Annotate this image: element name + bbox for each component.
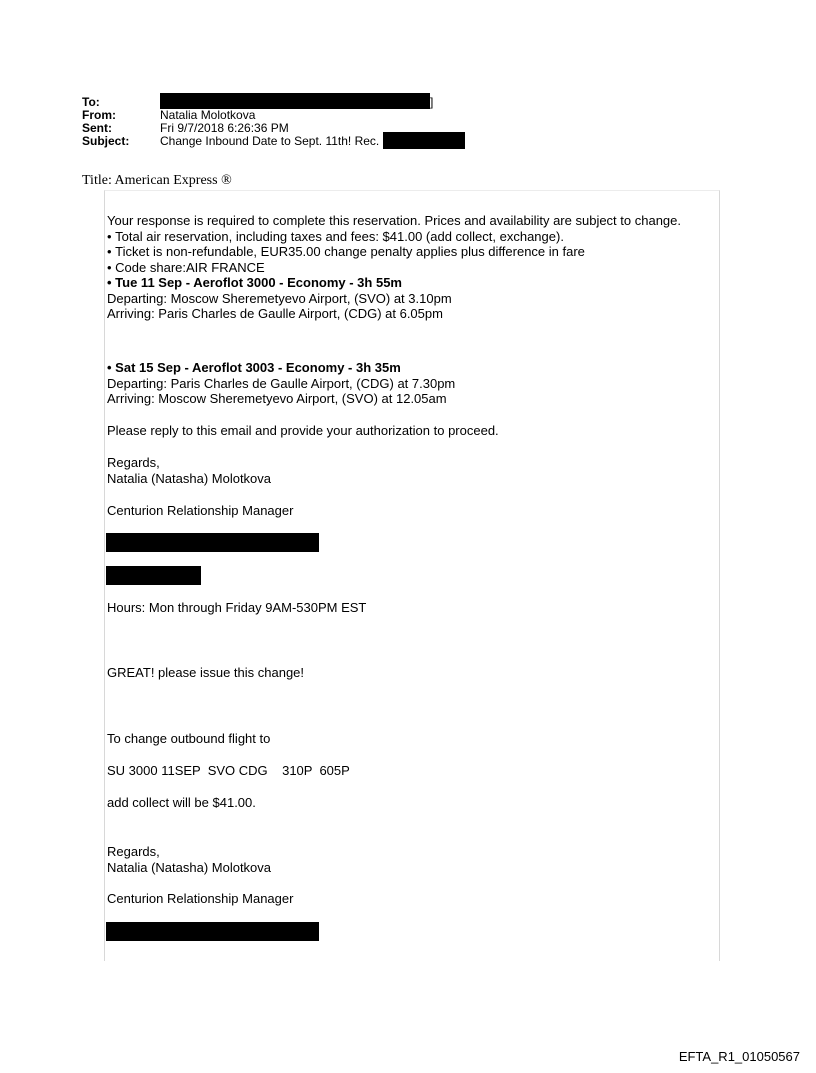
regards-1: Regards, [107, 455, 160, 470]
signature-name-1: Natalia (Natasha) Molotkova [107, 470, 272, 486]
flight-2-title: • Sat 15 Sep - Aeroflot 3003 - Economy - 3h 35m [107, 360, 707, 376]
subject-label: Subject: [82, 134, 130, 148]
bullet-codeshare: • Code share:AIR FRANCE [107, 260, 707, 276]
change-flight: SU 3000 11SEP SVO CDG 310P 605P [107, 763, 350, 778]
bullet-ticket: • Ticket is non-refundable, EUR35.00 change penalty applies plus difference in fare [107, 244, 707, 260]
signature-name-2: Natalia (Natasha) Molotkova [107, 859, 272, 875]
from-value: Natalia Molotkova [160, 108, 256, 122]
flight-2-block [107, 360, 707, 407]
redaction-contact-2 [106, 566, 201, 585]
intro-text: Your response is required to complete this reservation. Prices and availability are subject to change. [107, 213, 681, 228]
signature-block-2 [107, 844, 707, 875]
to-redaction [160, 93, 430, 109]
signature-title-2: Centurion Relationship Manager [107, 891, 294, 906]
message-body [107, 213, 707, 322]
regards-2: Regards, [107, 844, 160, 859]
to-bracket: ] [430, 95, 434, 109]
add-collect: add collect will be $41.00. [107, 795, 256, 810]
subject-value: Change Inbound Date to Sept. 11th! Rec. [160, 134, 380, 148]
reply-request: Please reply to this email and provide your authorization to proceed. [107, 423, 499, 438]
great-reply: GREAT! please issue this change! [107, 665, 305, 680]
hours-text: Hours: Mon through Friday 9AM-530PM EST [107, 600, 367, 615]
to-row [82, 96, 465, 109]
subject-redaction [383, 132, 465, 149]
sent-value: Fri 9/7/2018 6:26:36 PM [160, 121, 289, 135]
title-line: Title: American Express ® [82, 173, 232, 188]
change-intro: To change outbound flight to [107, 731, 271, 746]
flight-1-arrive: Arriving: Paris Charles de Gaulle Airport, (CDG) at 6.05pm [107, 306, 443, 321]
from-label: From: [82, 108, 116, 122]
flight-1-title: • Tue 11 Sep - Aeroflot 3000 - Economy - 3h 55m [107, 275, 707, 291]
redaction-contact-3 [106, 922, 319, 941]
document-id: EFTA_R1_01050567 [678, 1049, 800, 1064]
signature-block-1 [107, 455, 707, 486]
to-label: To: [82, 95, 100, 109]
subject-row [82, 135, 465, 148]
bullet-total: • Total air reservation, including taxes and fees: $41.00 (add collect, exchange). [107, 229, 707, 245]
flight-2-depart: Departing: Paris Charles de Gaulle Airport, (CDG) at 7.30pm [107, 375, 456, 391]
sent-label: Sent: [82, 121, 112, 135]
email-header [82, 96, 465, 148]
flight-2-arrive: Arriving: Moscow Sheremetyevo Airport, (SVO) at 12.05am [107, 391, 447, 406]
signature-title-1: Centurion Relationship Manager [107, 503, 294, 518]
redaction-contact-1 [106, 533, 319, 552]
flight-1-depart: Departing: Moscow Sheremetyevo Airport, (SVO) at 3.10pm [107, 290, 452, 306]
